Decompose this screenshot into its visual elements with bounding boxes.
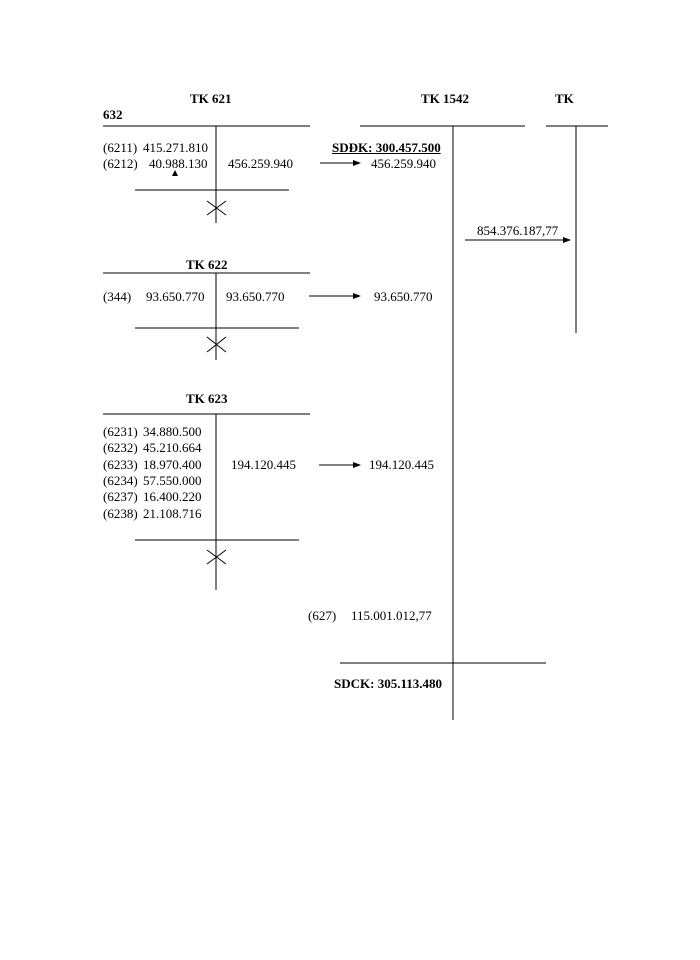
tk623-title: TK 623 [186, 391, 228, 406]
tk622-debit-code-1: (344) [103, 289, 132, 304]
tk623-debit-code-5: (6237) [103, 489, 138, 504]
tk621-credit-amount: 456.259.940 [228, 156, 293, 171]
tk1542-debit-627-amount: 115.001.012,77 [351, 608, 432, 623]
tk623-debit-code-3: (6233) [103, 457, 138, 472]
tk621-title: TK 621 [190, 91, 232, 106]
tk1542-credit-transfer: 854.376.187,77 [477, 223, 559, 238]
tk623-debit-amount-3: 18.970.400 [143, 457, 202, 472]
tk1542-opening-balance: SDĐK: 300.457.500 [332, 140, 441, 155]
tk1542-title: TK 1542 [421, 91, 470, 106]
tk623-debit-amount-2: 45.210.664 [143, 440, 202, 455]
tk622-title: TK 622 [186, 257, 228, 272]
tk1542-debit-627-code: (627) [308, 608, 337, 623]
tk623-debit-code-2: (6232) [103, 440, 138, 455]
tk621-debit-code-1: (6211) [103, 140, 138, 155]
tk1542-debit-from-622: 93.650.770 [374, 289, 433, 304]
tk622-credit-amount: 93.650.770 [226, 289, 285, 304]
tk632-title-part2: 632 [103, 107, 123, 122]
tk623-debit-amount-5: 16.400.220 [143, 489, 202, 504]
tk1542-debit-from-621: 456.259.940 [371, 156, 436, 171]
tk1542-debit-from-623: 194.120.445 [369, 457, 434, 472]
tk623-debit-amount-1: 34.880.500 [143, 424, 202, 439]
tk623-credit-amount: 194.120.445 [231, 457, 296, 472]
tk623-debit-amount-6: 21.108.716 [143, 506, 202, 521]
tk623-debit-code-4: (6234) [103, 473, 138, 488]
tk621-debit-amount-2: 40.988.130 [149, 156, 208, 171]
tk632-title-part1: TK [555, 91, 574, 106]
tk623-debit-amount-4: 57.550.000 [143, 473, 202, 488]
tk621-debit-amount-1: 415.271.810 [143, 140, 208, 155]
tk623-debit-code-6: (6238) [103, 506, 138, 521]
tk623-debit-code-1: (6231) [103, 424, 138, 439]
tk1542-closing-balance: SDCK: 305.113.480 [334, 676, 442, 691]
tk621-debit-code-2: (6212) [103, 156, 138, 171]
tk622-debit-amount-1: 93.650.770 [146, 289, 205, 304]
